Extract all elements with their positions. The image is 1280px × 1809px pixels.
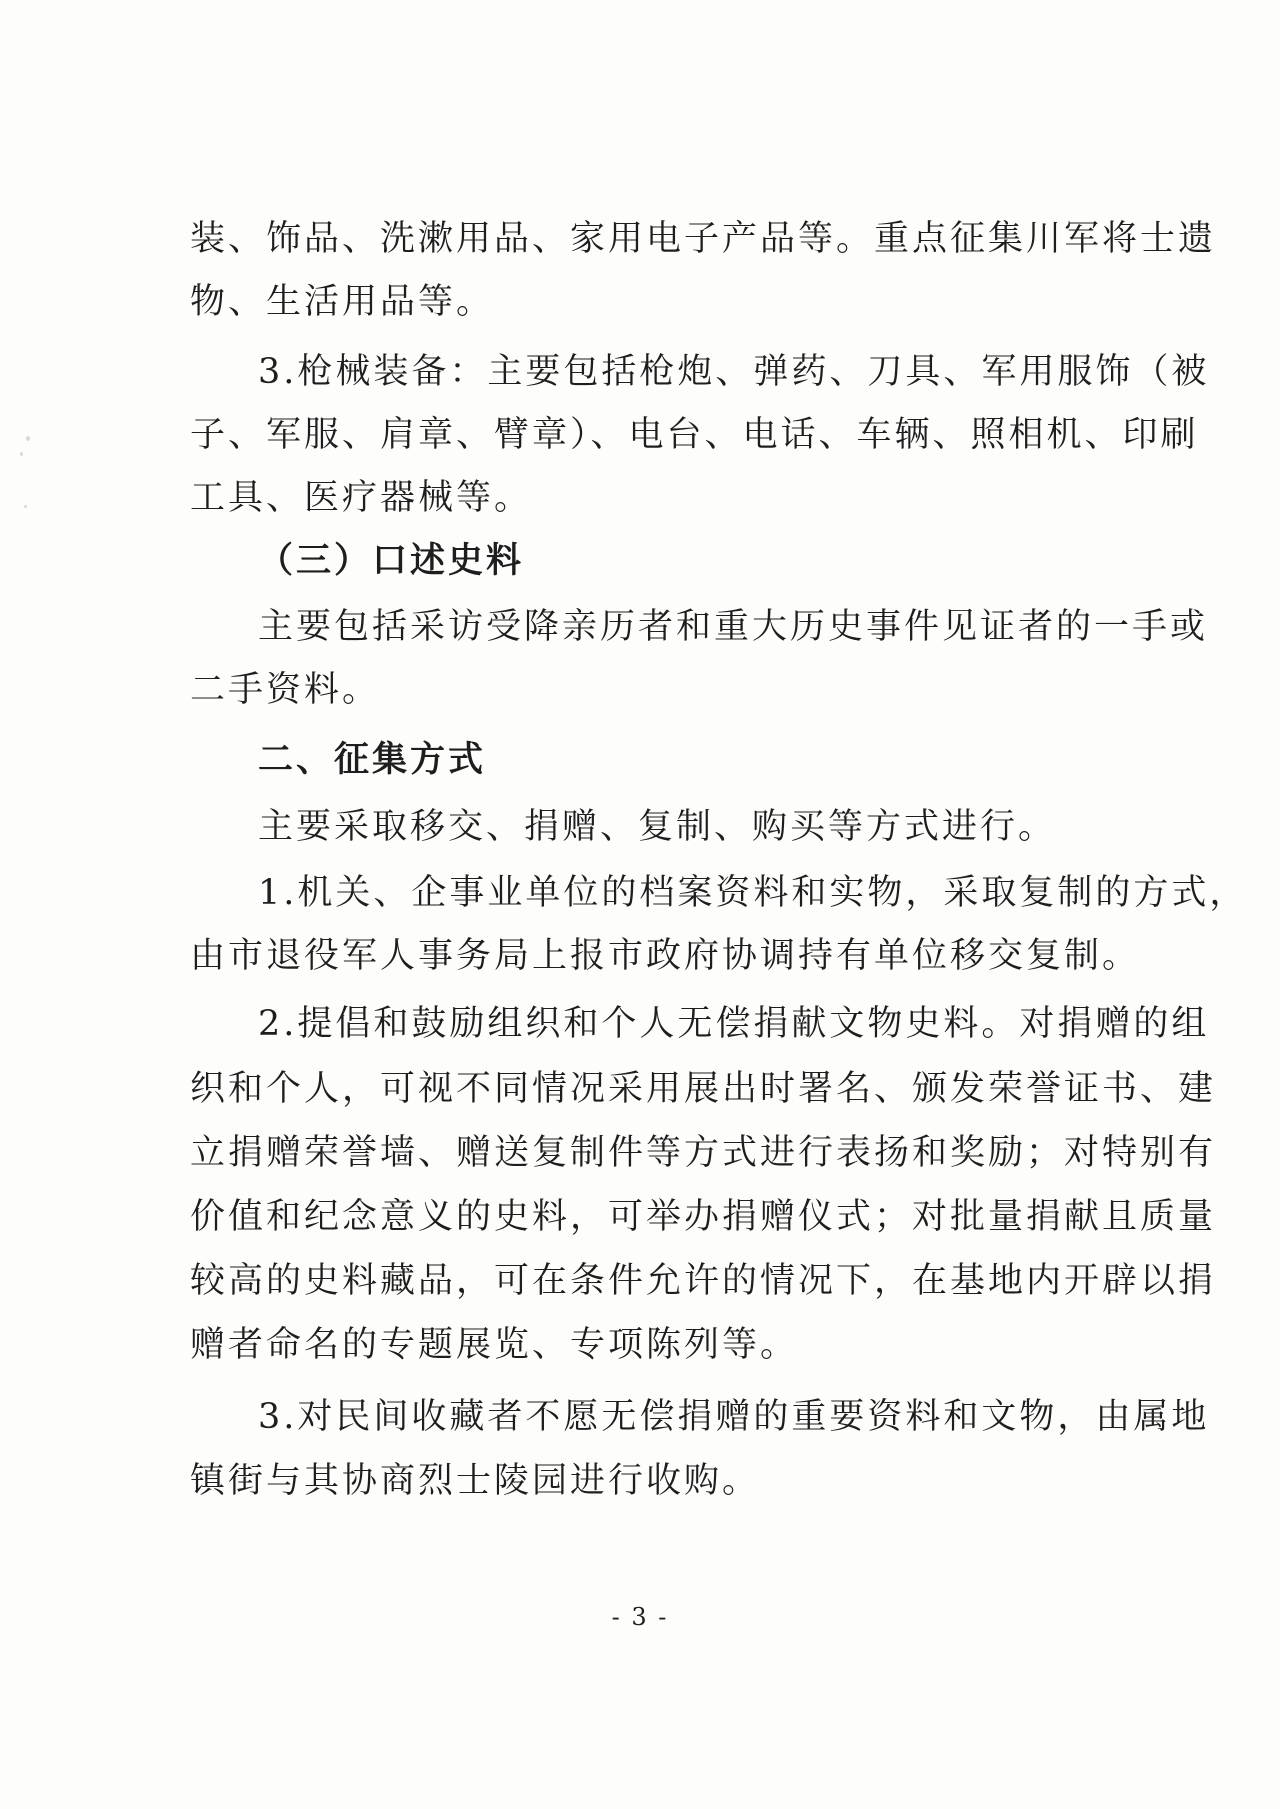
body-text-line: 赠者命名的专题展览、专项陈列等。: [190, 1325, 799, 1365]
page-number: - 3 -: [611, 1603, 669, 1631]
body-text-line: 物、生活用品等。: [190, 282, 495, 322]
list-item-text: 3.对民间收藏者不愿无偿捐赠的重要资料和文物，由属地: [258, 1397, 1210, 1437]
list-item-text: 1.机关、企事业单位的档案资料和实物，采取复制的方式，: [258, 873, 1248, 913]
list-item-text: 2.提倡和鼓励组织和个人无偿捐献文物史料。对捐赠的组: [258, 1004, 1210, 1044]
paragraph-text: 主要包括采访受降亲历者和重大历史事件见证者的一手或: [258, 607, 1209, 647]
scan-speck: [20, 452, 23, 456]
body-text-line: 价值和纪念意义的史料，可举办捐赠仪式；对批量捐献且质量: [190, 1197, 1217, 1237]
body-text-line: 工具、医疗器械等。: [190, 478, 533, 518]
list-item-text: 3.枪械装备：主要包括枪炮、弹药、刀具、军用服饰（被: [258, 352, 1210, 392]
body-text-line: 立捐赠荣誉墙、赠送复制件等方式进行表扬和奖励；对特别有: [190, 1133, 1217, 1173]
body-text-line: 二手资料。: [190, 670, 381, 710]
body-text-line: 子、军服、肩章、臂章）、电台、电话、车辆、照相机、印刷: [190, 415, 1199, 455]
body-text-line: 较高的史料藏品，可在条件允许的情况下，在基地内开辟以捐: [190, 1261, 1217, 1301]
section-heading: （三）口述史料: [258, 540, 525, 581]
scan-speck: [26, 436, 30, 441]
body-text-line: 由市退役军人事务局上报市政府协调持有单位移交复制。: [190, 936, 1141, 976]
scan-speck: [24, 505, 27, 508]
body-text-line: 装、饰品、洗漱用品、家用电子产品等。重点征集川军将士遗: [190, 219, 1217, 259]
paragraph-text: 主要采取移交、捐赠、复制、购买等方式进行。: [258, 807, 1057, 847]
body-text-line: 织和个人，可视不同情况采用展出时署名、颁发荣誉证书、建: [190, 1069, 1217, 1109]
body-text-line: 镇街与其协商烈士陵园进行收购。: [190, 1461, 761, 1501]
section-heading: 二、征集方式: [258, 739, 487, 780]
